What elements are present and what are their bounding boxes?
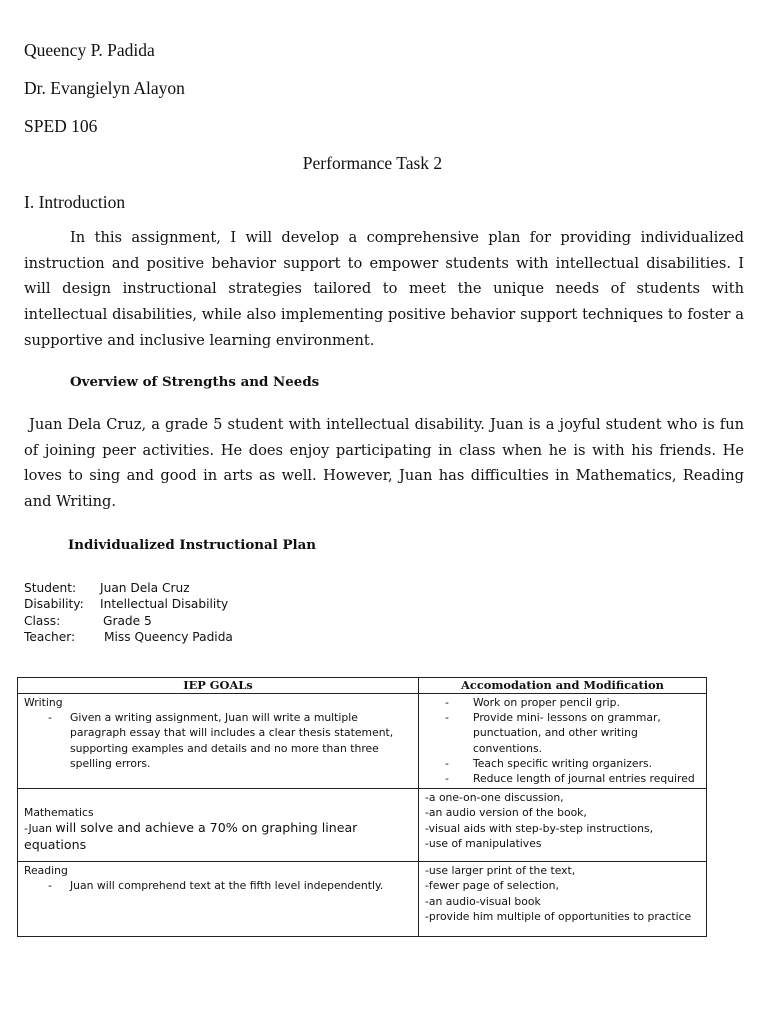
accommodation-header: Accomodation and Modification xyxy=(419,678,707,694)
list-item: -visual aids with step-by-step instructions, xyxy=(425,821,654,835)
list-item: -fewer page of selection, xyxy=(425,879,559,893)
mathematics-goal xyxy=(24,820,413,852)
table-row-writing xyxy=(18,694,707,789)
reading-label: Reading xyxy=(24,864,68,878)
mathematics-goal-cell xyxy=(18,789,419,862)
class-row xyxy=(24,613,233,629)
table-header-row xyxy=(18,678,707,694)
student-value: Juan Dela Cruz xyxy=(100,581,190,595)
plan-heading: Individualized Instructional Plan xyxy=(68,537,317,553)
reading-goal-cell xyxy=(18,862,419,937)
list-item: -provide him multiple of opportunities to practice xyxy=(425,909,692,923)
list-item: -use larger print of the text, xyxy=(425,864,576,878)
reading-goal: - Juan will comprehend text at the fifth level independently. xyxy=(24,878,413,893)
overview-paragraph xyxy=(24,412,744,515)
writing-goal-cell xyxy=(18,694,419,789)
iep-table xyxy=(17,677,707,937)
class-value: Grade 5 xyxy=(103,613,152,628)
list-item: - Provide mini- lessons on grammar, punctuation, and other writing conventions. xyxy=(425,710,701,756)
disability-value: Intellectual Disability xyxy=(100,597,229,612)
writing-goal: - Given a writing assignment, Juan will write a multiple paragraph essay that will includes a clear thesis statement, supporting examples and details and no more than three spelling errors. xyxy=(24,710,413,771)
mathematics-label: Mathematics xyxy=(24,806,94,820)
teacher-value: Miss Queency Padida xyxy=(104,629,233,644)
teacher-key: Teacher: xyxy=(24,629,76,644)
course-code: SPED 106 xyxy=(24,116,98,136)
disability-row xyxy=(24,596,233,612)
list-item: - Teach specific writing organizers. xyxy=(425,756,701,771)
list-item: -an audio version of the book, xyxy=(425,806,587,820)
writing-accommodation-cell xyxy=(419,694,707,789)
table-row-reading xyxy=(18,862,707,937)
teacher-row xyxy=(24,629,233,645)
introduction-heading: I. Introduction xyxy=(24,192,126,212)
writing-label: Writing xyxy=(24,696,63,709)
list-item: -a one-on-one discussion, xyxy=(425,791,564,805)
iep-goals-header: IEP GOALs xyxy=(18,678,419,694)
document-title: Performance Task 2 xyxy=(302,153,443,173)
overview-heading: Overview of Strengths and Needs xyxy=(70,374,320,390)
mathematics-accommodation-cell xyxy=(419,789,707,862)
student-row xyxy=(24,580,233,596)
mathematics-goal-prefix: -Juan xyxy=(24,822,56,836)
class-key: Class: xyxy=(24,613,61,628)
list-item: -an audio-visual book xyxy=(425,894,541,908)
author-name: Queency P. Padida xyxy=(24,40,155,60)
overview-text: Juan Dela Cruz, a grade 5 student with intellectual disability. Juan is a joyful student who is fun of joining peer activities. He does enjoy participating in class when he is with his friends. He loves to sing and good in arts as well. However, Juan has difficulties in Mathematics, Reading and Writing. xyxy=(24,416,744,511)
instructor-name: Dr. Evangielyn Alayon xyxy=(24,78,185,98)
list-item: -use of manipulatives xyxy=(425,836,542,850)
table-row-mathematics xyxy=(18,789,707,862)
student-key: Student: xyxy=(24,581,77,595)
disability-key: Disability: xyxy=(24,597,84,612)
list-item: - Work on proper pencil grip. xyxy=(425,695,701,710)
list-item: - Reduce length of journal entries required xyxy=(425,771,701,786)
reading-accommodation-cell xyxy=(419,862,707,937)
student-info xyxy=(24,580,233,645)
introduction-text: In this assignment, I will develop a comprehensive plan for providing individualized instruction and positive behavior support to empower students with intellectual disabilities. I will design instructional strategies tailored to meet the unique needs of students with intellectual disabilities, while also implementing positive behavior support techniques to foster a supportive and inclusive learning environment. xyxy=(24,229,744,349)
mathematics-goal-text: will solve and achieve a 70% on graphing linear equations xyxy=(24,820,358,852)
introduction-paragraph xyxy=(24,225,744,354)
